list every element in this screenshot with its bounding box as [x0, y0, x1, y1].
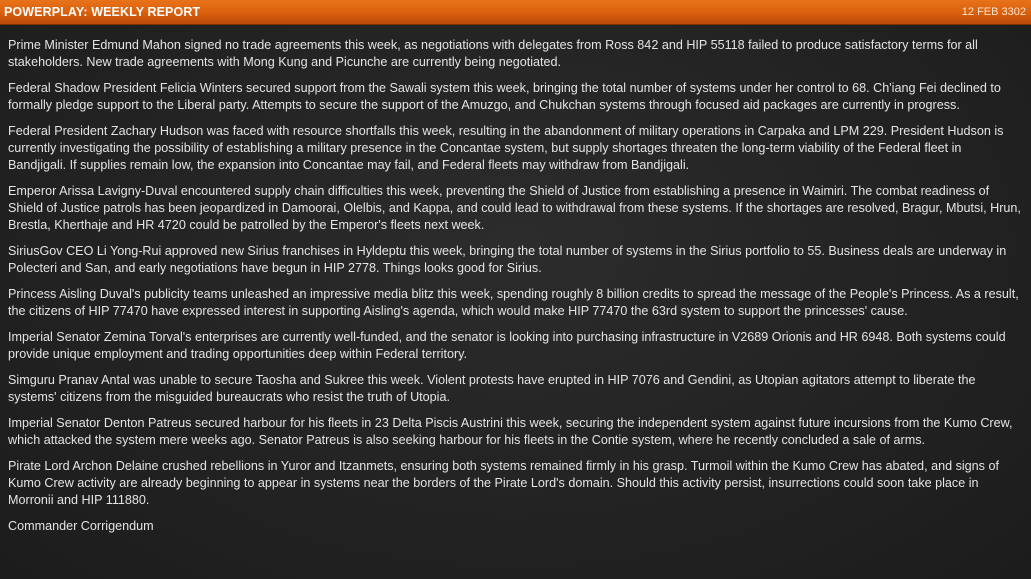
- report-paragraph: Prime Minister Edmund Mahon signed no trade agreements this week, as negotiations with delegates from Ross 842 and HIP 55118 failed to produce satisfactory terms for all stakeholders. New trade agreements with Mong Kung and Picunche are currently being negotiated.: [8, 38, 978, 70]
- report-paragraph: Simguru Pranav Antal was unable to secure Taosha and Sukree this week. Violent protests have erupted in HIP 7076 and Gendini, as Utopian agitators attempt to liberate the systems' citizens from the misguided bureaucrats who resist the truth of Utopia.: [8, 372, 976, 404]
- report-signature: Commander Corrigendum: [8, 518, 154, 533]
- report-header: [0, 0, 1031, 25]
- report-body: [0, 25, 1031, 579]
- report-paragraph: SiriusGov CEO Li Yong-Rui approved new Sirius franchises in Hyldeptu this week, bringing the total number of systems in the Sirius portfolio to 55. Business deals are underway in Polecteri and San, and early negotiations have begun in HIP 2778. Things looks good for Sirius.: [8, 244, 1007, 276]
- report-paragraph: Pirate Lord Archon Delaine crushed rebellions in Yuror and Itzanmets, ensuring both systems remained firmly in his grasp. Turmoil within the Kumo Crew has abated, and signs of Kumo Crew activity are already beginning to appear in systems near the borders of the Pirate Lord's domain. Should this activity persist, insurrections could soon take place in Morronii and HIP 111880.: [8, 458, 999, 507]
- report-title: POWERPLAY: WEEKLY REPORT: [4, 5, 201, 19]
- report-date: 12 FEB 3302: [961, 6, 1026, 18]
- report-paragraph: Federal Shadow President Felicia Winters secured support from the Sawali system this week, bringing the total number of systems under her control to 68. Ch'iang Fei declined to formally pledge support to the Liberal party. Attempts to secure the support of the Amuzgo, and Chukchan systems through focused aid packages are currently in progress.: [8, 80, 1001, 113]
- report-paragraph: Emperor Arissa Lavigny-Duval encountered supply chain difficulties this week, preventing the Shield of Justice from establishing a presence in Waimiri. The combat readiness of Shield of Justice patrols has been jeopardized in Damoorai, Olelbis, and Kappa, and could lead to withdrawal from these systems. If the shortages are resolved, Bragur, Mbutsi, Hrun, Brestla, Kherthaje and HR 4720 could be patrolled by the Emperor's fleets next week.: [8, 183, 1021, 233]
- report-paragraph: Imperial Senator Denton Patreus secured harbour for his fleets in 23 Delta Piscis Austrini this week, securing the independent system against future incursions from the Kumo Crew, which attacked the system mere weeks ago. Senator Patreus is also seeking harbour for his fleets in the Contie system, where he recently concluded a sale of arms.: [8, 415, 1013, 447]
- report-paragraph: Imperial Senator Zemina Torval's enterprises are currently well-funded, and the senator is looking into purchasing infrastructure in V2689 Orionis and HR 6948. Both systems could provide unique employment and trading opportunities deep within Federal territory.: [8, 329, 1006, 362]
- report-paragraph: Princess Aisling Duval's publicity teams unleashed an impressive media blitz this week, spending roughly 8 billion credits to spread the message of the People's Princess. As a result, the citizens of HIP 77470 have expressed interest in supporting Aisling's agenda, which would make HIP 77470 the 63rd system to support the princesses' cause.: [8, 286, 1019, 319]
- report-paragraph: Federal President Zachary Hudson was faced with resource shortfalls this week, resulting in the abandonment of military operations in Carpaka and LPM 229. President Hudson is currently investigating the possibility of establishing a military presence in the Concantae system, but supply shortages threaten the long-term viability of the Federal fleet in Bandjigali. If supplies remain low, the expansion into Concantae may fail, and Federal fleets may withdraw from Bandjigali.: [8, 123, 1004, 173]
